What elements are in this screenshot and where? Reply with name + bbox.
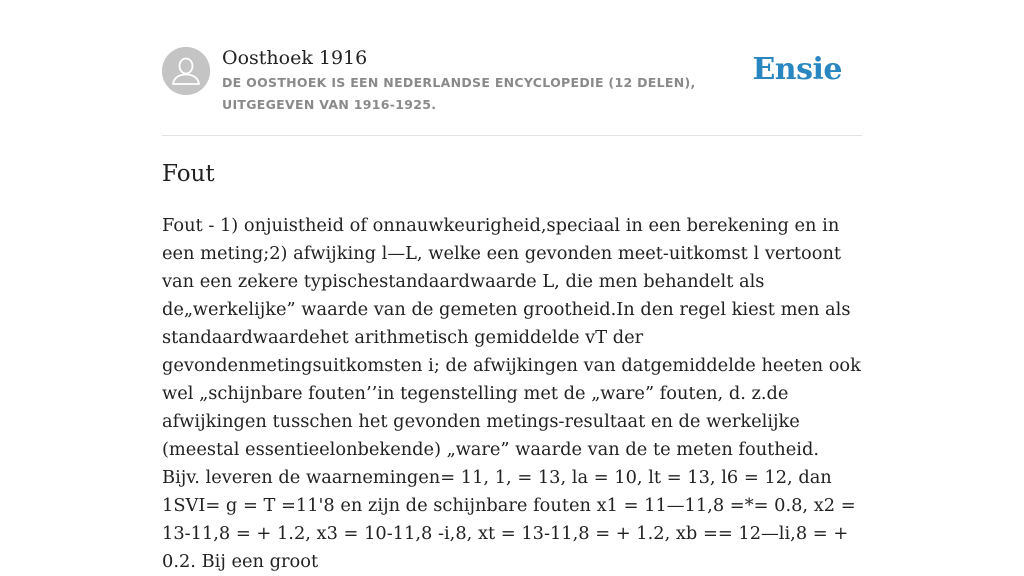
- source-description: DE OOSTHOEK IS EEN NEDERLANDSE ENCYCLOPEDIE (12 DELEN), UITGEGEVEN VAN 1916-1925.: [222, 75, 696, 112]
- article-body: Fout - 1) onjuistheid of onnauwkeurigheid,speciaal in een berekening en in een meting;2) afwijking l—L, welke een gevonden meet-uitkomst l vertoont van een zekere typischestandaardwaarde L, die men behandelt als de„werkelijke” waarde van de gemeten grootheid.In den regel kiest men als standaardwaardehet arithmetisch gemiddelde vT der gevondenmetingsuitkomsten i; de afwijkingen van datgemiddelde heeten ook wel „schijnbare fouten’’in tegenstelling met de „ware” fouten, d. z.de afwijkingen tusschen het gevonden metings-resultaat en de werkelijke (meestal essentieelonbekende) „ware” waarde van de te meten foutheid. Bijv. leveren de waarnemingen= 11, 1, = 13, la = 10, lt = 13, l6 = 12, dan 1SVI= g = T =11'8 en zijn de schijnbare fouten x1 = 11—11,8 =*= 0.8, x2 = 13-11,8 = + 1.2, x3 = 10-11,8 -i,8, xt = 13-11,8 = + 1.2, xb == 12—li,8 = + 0.2. Bij een groot: [162, 215, 861, 572]
- user-icon: [162, 47, 210, 95]
- source-avatar[interactable]: [162, 47, 210, 95]
- source-title[interactable]: Oosthoek 1916: [222, 47, 368, 69]
- ensie-logo[interactable]: Ensie: [752, 52, 842, 87]
- article-title: Fout: [162, 161, 215, 187]
- source-header: [162, 0, 862, 136]
- page-content: [162, 0, 862, 572]
